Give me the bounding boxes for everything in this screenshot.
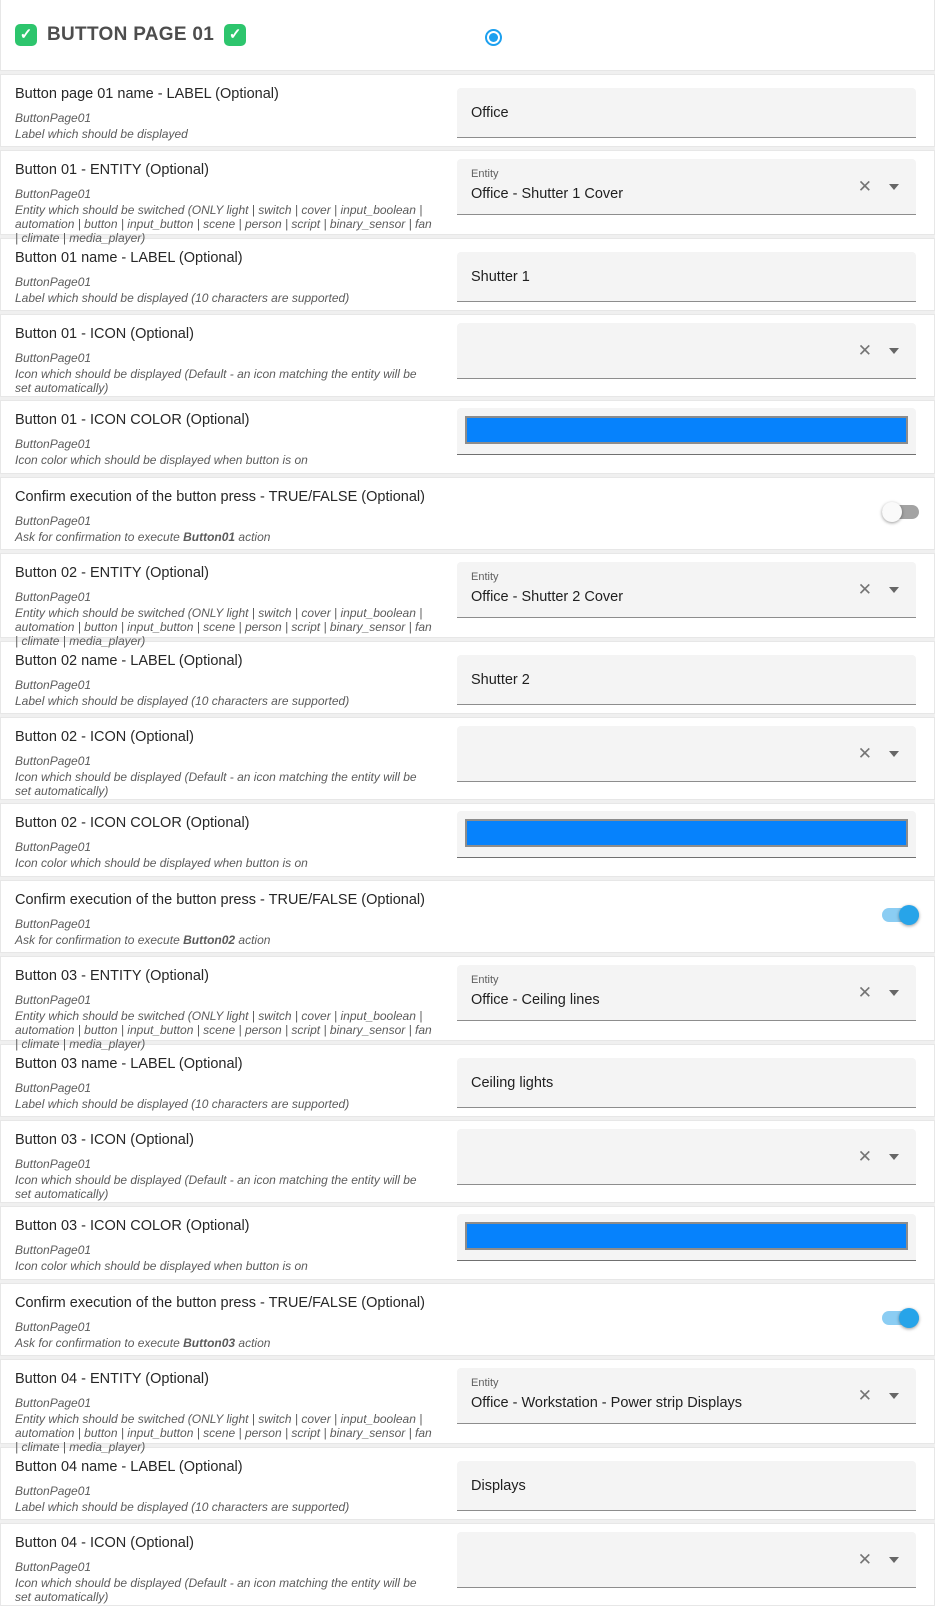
row-title: Button 01 - ICON (Optional) [15,326,194,342]
page-header [0,0,935,71]
color-swatch [465,819,908,847]
row-subtitle: ButtonPage01 [15,754,92,768]
entity-picker[interactable] [457,965,916,1021]
row-info [1,75,457,146]
desc-text: action [235,530,271,544]
confirm-toggle[interactable] [882,502,919,522]
row-description: Icon which should be displayed (Default - an icon matching the entity will be set automatically) [15,1173,417,1201]
row-title: Confirm execution of the button press - TRUE/FALSE (Optional) [15,1295,425,1311]
color-input[interactable] [457,1214,916,1261]
confirm-toggle[interactable] [882,905,919,925]
chevron-down-icon[interactable] [889,1154,899,1160]
confirm-toggle[interactable] [882,1308,919,1328]
selected-value: Office - Shutter 2 Cover [471,589,624,605]
row-title: Confirm execution of the button press - TRUE/FALSE (Optional) [15,489,425,505]
selected-value: Office - Workstation - Power strip Displays [471,1395,743,1411]
row-description: Label which should be displayed (10 characters are supported) [15,1500,350,1514]
check-emoji-icon: ✓ [15,24,37,46]
row-subtitle: ButtonPage01 [15,275,92,289]
row-subtitle: ButtonPage01 [15,1081,92,1095]
row-field-area [457,1045,934,1116]
row-info [1,1524,457,1605]
icon-picker[interactable] [457,1129,916,1185]
row-subtitle: ButtonPage01 [15,111,92,125]
row-description [15,1336,433,1350]
row-subtitle: ButtonPage01 [15,351,92,365]
row-description: Entity which should be switched (ONLY light | switch | cover | input_boolean | automation | button | input_button | scene | person | script | binary_sensor | fan | climate | media_player) [15,203,432,245]
clear-icon[interactable]: ✕ [857,579,872,599]
row-field-area [457,478,934,549]
entity-picker[interactable] [457,562,916,618]
chevron-down-icon[interactable] [889,587,899,593]
toggle-thumb [882,502,902,522]
row-subtitle: ButtonPage01 [15,437,92,451]
form-row [0,314,935,397]
clear-icon[interactable]: ✕ [857,1549,872,1569]
row-title: Button 04 - ENTITY (Optional) [15,1371,209,1387]
clear-icon[interactable]: ✕ [857,982,872,1002]
row-description: Entity which should be switched (ONLY light | switch | cover | input_boolean | automation | button | input_button | scene | person | script | binary_sensor | fan | climate | media_player) [15,1412,432,1454]
input-value: Office [471,104,509,121]
input-value: Ceiling lights [471,1074,554,1091]
row-field-area [457,1121,934,1202]
field-label: Entity [471,571,499,583]
color-input[interactable] [457,408,916,455]
row-title: Button 02 - ICON COLOR (Optional) [15,815,250,831]
row-info [1,478,457,549]
row-description: Label which should be displayed (10 characters are supported) [15,1097,350,1111]
field-label: Entity [471,1377,499,1389]
desc-bold-text: Button02 [183,933,236,947]
chevron-down-icon[interactable] [889,348,899,354]
row-info [1,1360,457,1454]
field-label: Entity [471,168,499,180]
form-row [0,477,935,550]
row-subtitle: ButtonPage01 [15,1320,92,1334]
form-row [0,1206,935,1280]
row-field-area [457,554,934,637]
row-description: Icon color which should be displayed when button is on [15,453,308,467]
row-title: Button page 01 name - LABEL (Optional) [15,86,279,102]
clear-icon[interactable]: ✕ [857,176,872,196]
row-field-area [457,239,934,310]
form-row [0,553,935,648]
row-title: Button 02 name - LABEL (Optional) [15,653,243,669]
row-title: Button 02 - ICON (Optional) [15,729,194,745]
row-field-area [457,75,934,146]
row-info [1,554,457,648]
row-title: Button 03 - ENTITY (Optional) [15,968,209,984]
desc-text: Ask for confirmation to execute [15,933,184,947]
desc-text: action [235,933,271,947]
row-description: Icon which should be displayed (Default - an icon matching the entity will be set automatically) [15,770,417,798]
row-info [1,1448,457,1519]
row-info [1,1207,457,1279]
text-input[interactable] [457,1461,916,1511]
row-subtitle: ButtonPage01 [15,840,92,854]
row-subtitle: ButtonPage01 [15,917,92,931]
text-input[interactable] [457,88,916,138]
row-info [1,151,457,245]
row-subtitle: ButtonPage01 [15,993,92,1007]
desc-bold-text: Button03 [183,1336,236,1350]
form-row [0,400,935,474]
input-value: Displays [471,1477,526,1494]
selected-value: Office - Ceiling lines [471,992,600,1008]
row-info [1,1045,457,1116]
color-input[interactable] [457,811,916,858]
selected-value: Office - Shutter 1 Cover [471,186,624,202]
row-field-area [457,1207,934,1279]
chevron-down-icon[interactable] [889,1557,899,1563]
row-field-area [457,151,934,234]
row-title: Button 01 name - LABEL (Optional) [15,250,243,266]
row-subtitle: ButtonPage01 [15,590,92,604]
form-row [0,1447,935,1520]
row-subtitle: ButtonPage01 [15,514,92,528]
icon-picker[interactable] [457,1532,916,1588]
form-row [0,74,935,147]
clear-icon[interactable]: ✕ [857,1385,872,1405]
row-description: Icon which should be displayed (Default - an icon matching the entity will be set automatically) [15,1576,417,1604]
form-row [0,1044,935,1117]
clear-icon[interactable]: ✕ [857,340,872,360]
color-swatch [465,416,908,444]
form-row [0,641,935,714]
chevron-down-icon[interactable] [889,1393,899,1399]
row-subtitle: ButtonPage01 [15,187,92,201]
row-info [1,1284,457,1355]
desc-bold-text: Button01 [183,530,236,544]
row-field-area [457,401,934,473]
form-row [0,238,935,311]
form-row [0,150,935,245]
color-swatch [465,1222,908,1250]
row-description: Entity which should be switched (ONLY light | switch | cover | input_boolean | automation | button | input_button | scene | person | script | binary_sensor | fan | climate | media_player) [15,606,432,648]
row-field-area [457,1284,934,1355]
row-description: Icon color which should be displayed when button is on [15,1259,308,1273]
form-row [0,1523,935,1606]
form-row [0,880,935,953]
row-subtitle: ButtonPage01 [15,1484,92,1498]
clear-icon[interactable]: ✕ [857,743,872,763]
text-input[interactable] [457,252,916,302]
row-description [15,530,433,544]
row-subtitle: ButtonPage01 [15,1243,92,1257]
row-title: Button 03 name - LABEL (Optional) [15,1056,243,1072]
row-subtitle: ButtonPage01 [15,1396,92,1410]
row-description: Label which should be displayed (10 characters are supported) [15,291,350,305]
chevron-down-icon[interactable] [889,751,899,757]
text-input[interactable] [457,655,916,705]
form-row [0,1359,935,1454]
entity-picker[interactable] [457,159,916,215]
row-description: Entity which should be switched (ONLY light | switch | cover | input_boolean | automation | button | input_button | scene | person | script | binary_sensor | fan | climate | media_player) [15,1009,432,1051]
icon-picker[interactable] [457,726,916,782]
row-title: Button 01 - ICON COLOR (Optional) [15,412,250,428]
row-field-area [457,804,934,876]
row-title: Button 03 - ICON COLOR (Optional) [15,1218,250,1234]
row-description: Label which should be displayed (10 characters are supported) [15,694,350,708]
row-info [1,642,457,713]
row-info [1,239,457,310]
row-info [1,315,457,396]
row-field-area [457,881,934,952]
desc-text: Ask for confirmation to execute [15,1336,184,1350]
row-title: Button 02 - ENTITY (Optional) [15,565,209,581]
input-value: Shutter 2 [471,671,530,688]
row-title: Button 04 - ICON (Optional) [15,1535,194,1551]
row-field-area [457,1524,934,1605]
row-title: Button 03 - ICON (Optional) [15,1132,194,1148]
row-subtitle: ButtonPage01 [15,1560,92,1574]
row-field-area [457,1448,934,1519]
form-rows-container [0,74,935,1606]
toggle-thumb [899,905,919,925]
form-row [0,803,935,877]
row-description [15,933,433,947]
text-input[interactable] [457,1058,916,1108]
row-info [1,881,457,952]
row-field-area [457,315,934,396]
row-description: Icon which should be displayed (Default - an icon matching the entity will be set automatically) [15,367,417,395]
row-info [1,1121,457,1202]
row-info [1,957,457,1051]
chevron-down-icon[interactable] [889,184,899,190]
row-field-area [457,718,934,799]
clear-icon[interactable]: ✕ [857,1146,872,1166]
row-field-area [457,957,934,1040]
row-title: Confirm execution of the button press - TRUE/FALSE (Optional) [15,892,425,908]
field-label: Entity [471,974,499,986]
chevron-down-icon[interactable] [889,990,899,996]
input-value: Shutter 1 [471,268,530,285]
toggle-thumb [899,1308,919,1328]
row-field-area [457,642,934,713]
check-emoji-icon: ✓ [224,24,246,46]
row-info [1,718,457,799]
row-title: Button 01 - ENTITY (Optional) [15,162,209,178]
selected-radio-button[interactable] [485,29,502,46]
row-field-area [457,1360,934,1443]
form-row [0,1120,935,1203]
row-info [1,401,457,473]
desc-text: Ask for confirmation to execute [15,530,184,544]
form-row [0,717,935,800]
radio-dot-icon [489,33,498,42]
entity-picker[interactable] [457,1368,916,1424]
row-info [1,804,457,876]
row-subtitle: ButtonPage01 [15,1157,92,1171]
form-row [0,1283,935,1356]
icon-picker[interactable] [457,323,916,379]
row-title: Button 04 name - LABEL (Optional) [15,1459,243,1475]
row-description: Icon color which should be displayed when button is on [15,856,308,870]
page-title: BUTTON PAGE 01 [47,24,215,45]
row-subtitle: ButtonPage01 [15,678,92,692]
row-description: Label which should be displayed [15,127,188,141]
form-row [0,956,935,1051]
desc-text: action [235,1336,271,1350]
